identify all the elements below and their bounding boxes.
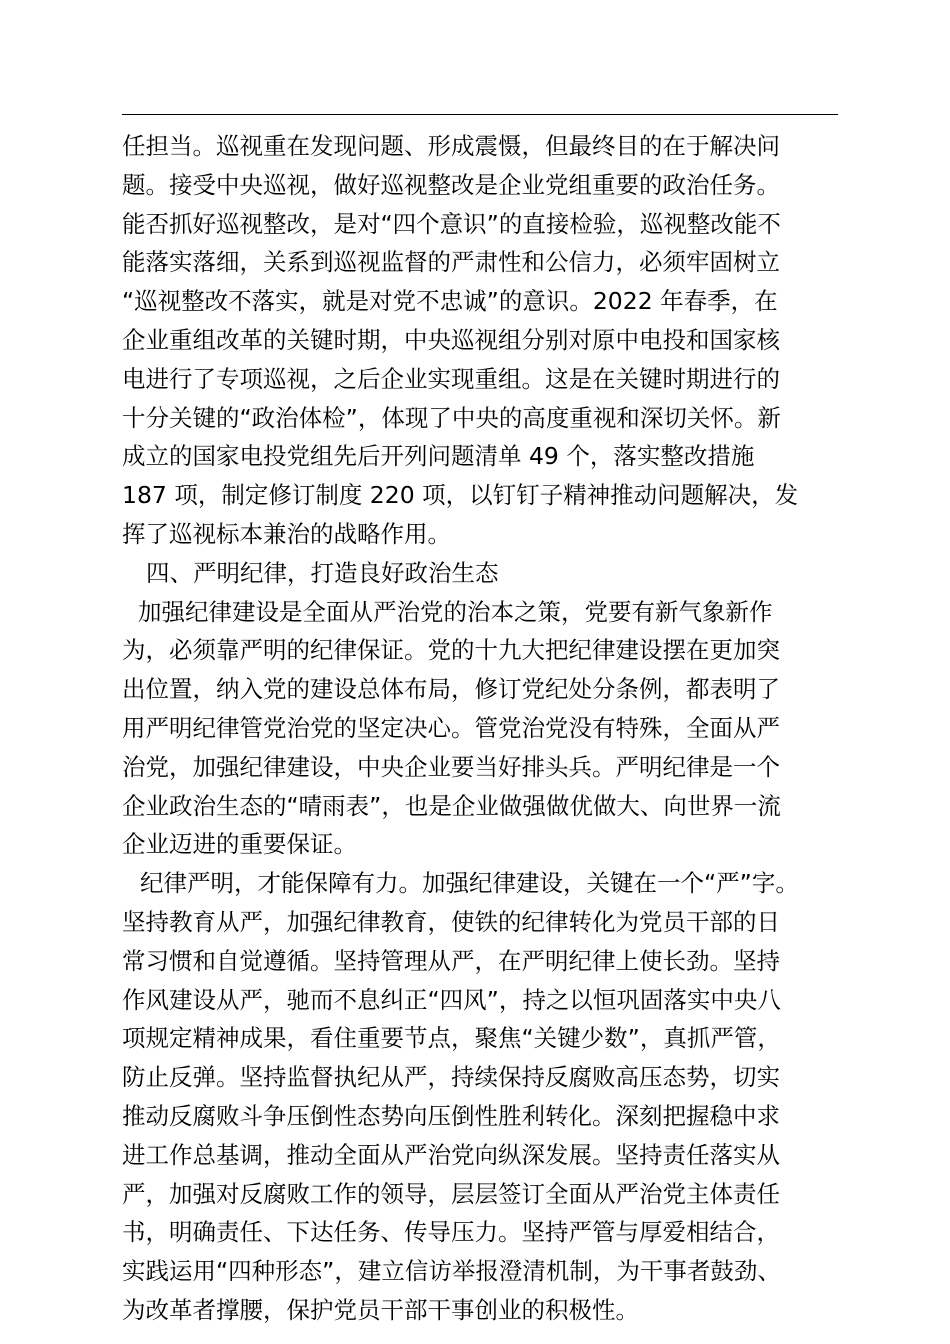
text-line: 加强纪律建设是全面从严治党的治本之策，党要有新气象新作 bbox=[138, 597, 773, 626]
text-line: 用严明纪律管党治党的坚定决心。管党治党没有特殊，全面从严 bbox=[122, 713, 780, 742]
text-line: 进工作总基调，推动全面从严治党向纵深发展。坚持责任落实从 bbox=[122, 1140, 780, 1169]
text-line: 能落实落细，关系到巡视监督的严肃性和公信力，必须牢固树立 bbox=[122, 248, 780, 277]
header-rule bbox=[122, 114, 838, 115]
text-line: 为，必须靠严明的纪律保证。党的十九大把纪律建设摆在更加突 bbox=[122, 636, 780, 665]
text-line: 挥了巡视标本兼治的战略作用。 bbox=[122, 519, 451, 548]
text-line: 书，明确责任、下达任务、传导压力。坚持严管与厚爱相结合， bbox=[122, 1218, 780, 1247]
text-line: 项规定精神成果，看住重要节点，聚焦“关键少数”，真抓严管， bbox=[122, 1024, 781, 1053]
text-line: 企业重组改革的关键时期，中央巡视组分别对原中电投和国家核 bbox=[122, 325, 780, 354]
text-line: 能否抓好巡视整改，是对“四个意识”的直接检验，巡视整改能不 bbox=[122, 209, 781, 238]
text-line: 严，加强对反腐败工作的领导，层层签订全面从严治党主体责任 bbox=[122, 1179, 780, 1208]
text-line: 治党，加强纪律建设，中央企业要当好排头兵。严明纪律是一个 bbox=[122, 752, 780, 781]
text-line: 十分关键的“政治体检”，体现了中央的高度重视和深切关怀。新 bbox=[122, 403, 781, 432]
text-line: 企业政治生态的“晴雨表”，也是企业做强做优做大、向世界一流 bbox=[122, 791, 781, 820]
text-line: 题。接受中央巡视，做好巡视整改是企业党组重要的政治任务。 bbox=[122, 170, 780, 199]
text-line: 作风建设从严，驰而不息纠正“四风”，持之以恒巩固落实中央八 bbox=[122, 985, 781, 1014]
text-line: 实践运用“四种形态”，建立信访举报澄清机制，为干事者鼓劲、 bbox=[122, 1257, 781, 1286]
text-line: 防止反弹。坚持监督执纪从严，持续保持反腐败高压态势，切实 bbox=[122, 1063, 780, 1092]
text-line: 电进行了专项巡视，之后企业实现重组。这是在关键时期进行的 bbox=[122, 364, 780, 393]
text-line: 常习惯和自觉遵循。坚持管理从严，在严明纪律上使长劲。坚持 bbox=[122, 946, 780, 975]
text-line: 任担当。巡视重在发现问题、形成震慑，但最终目的在于解决问 bbox=[122, 132, 780, 160]
text-line: 推动反腐败斗争压倒性态势向压倒性胜利转化。深刻把握稳中求 bbox=[122, 1101, 780, 1130]
text-line: “巡视整改不落实，就是对党不忠诚”的意识。2022 年春季，在 bbox=[122, 287, 778, 316]
text-line: 出位置，纳入党的建设总体布局，修订党纪处分条例，都表明了 bbox=[122, 675, 780, 704]
section-heading: 四、严明纪律，打造良好政治生态 bbox=[146, 558, 499, 587]
text-line: 坚持教育从严，加强纪律教育，使铁的纪律转化为党员干部的日 bbox=[122, 907, 780, 936]
text-line: 企业迈进的重要保证。 bbox=[122, 830, 357, 859]
text-line: 为改革者撑腰，保护党员干部干事创业的积极性。 bbox=[122, 1295, 639, 1324]
text-line: 纪律严明，才能保障有力。加强纪律建设，关键在一个“严”字。 bbox=[140, 869, 799, 898]
text-line: 187 项，制定修订制度 220 项，以钉钉子精神推动问题解决，发 bbox=[122, 481, 799, 510]
body-text bbox=[122, 127, 862, 1330]
text-line: 成立的国家电投党组先后开列问题清单 49 个，落实整改措施 bbox=[122, 442, 755, 471]
